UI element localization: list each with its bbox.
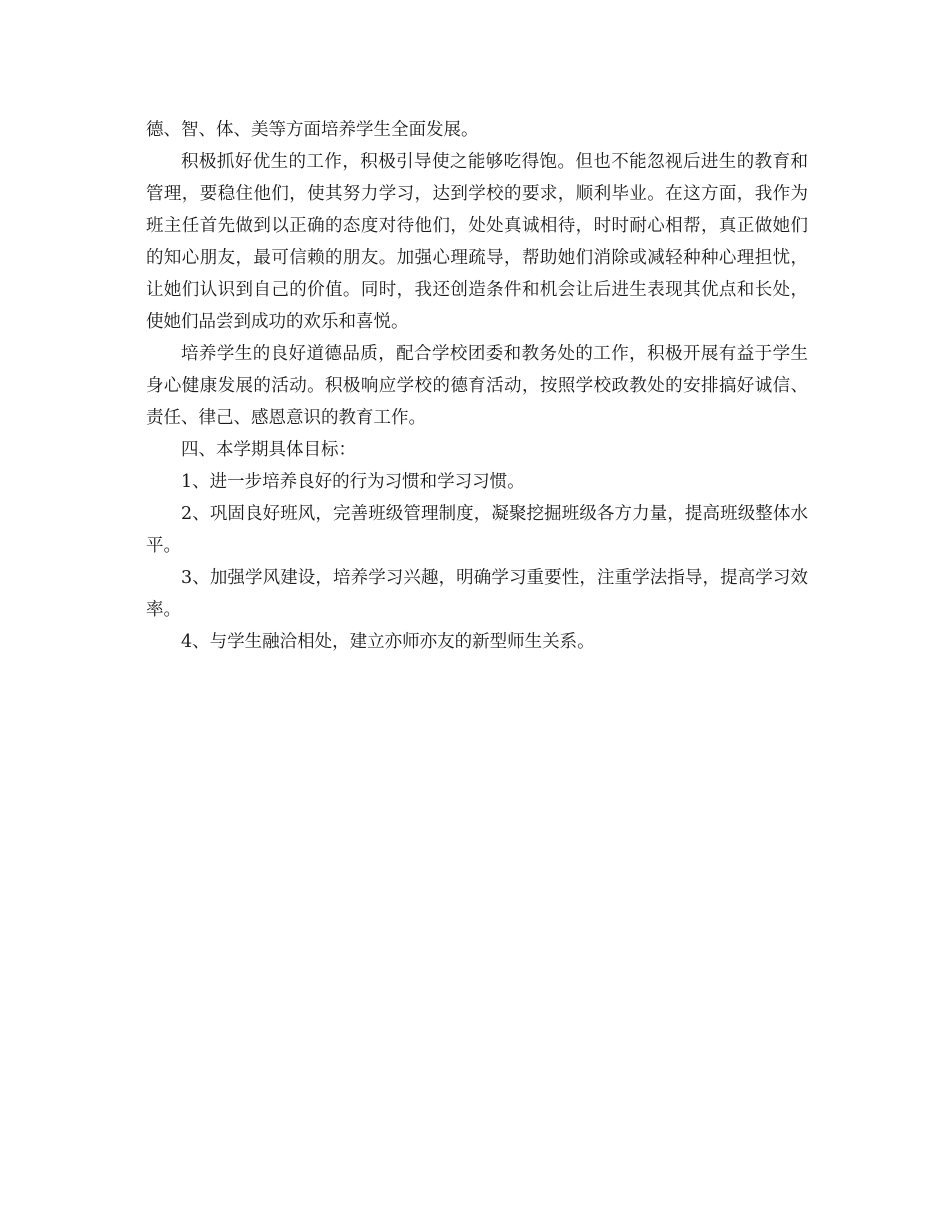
goal-item-1: 1、进一步培养良好的行为习惯和学习习惯。 [181, 472, 525, 492]
goal-item-2: 2、巩固良好班风，完善班级管理制度，凝聚挖掘班级各方力量，提高班级整体水平。 [146, 504, 808, 556]
section-heading-goals: 四、本学期具体目标： [181, 440, 356, 460]
goal-item-3: 3、加强学风建设，培养学习兴趣，明确学习重要性，注重学法指导，提高学习效率。 [146, 568, 808, 620]
paragraph-continuation: 德、智、体、美等方面培养学生全面发展。 [146, 120, 479, 140]
paragraph-moral-education: 培养学生的良好道德品质，配合学校团委和教务处的工作，积极开展有益于学生身心健康发展的活动。积极响应学校的德育活动，按照学校政教处的安排搞好诚信、责任、律己、感恩意识的教育工作。 [146, 344, 808, 428]
document-body [146, 114, 808, 658]
goal-item-4: 4、与学生融洽相处，建立亦师亦友的新型师生关系。 [181, 632, 595, 652]
paragraph-top-students: 积极抓好优生的工作，积极引导使之能够吃得饱。但也不能忽视后进生的教育和管理，要稳住他们，使其努力学习，达到学校的要求，顺利毕业。在这方面，我作为班主任首先做到以正确的态度对待他们，处处真诚相待，时时耐心相帮，真正做她们的知心朋友，最可信赖的朋友。加强心理疏导，帮助她们消除或减轻种种心理担忧，让她们认识到自己的价值。同时，我还创造条件和机会让后进生表现其优点和长处，使她们品尝到成功的欢乐和喜悦。 [146, 152, 808, 332]
